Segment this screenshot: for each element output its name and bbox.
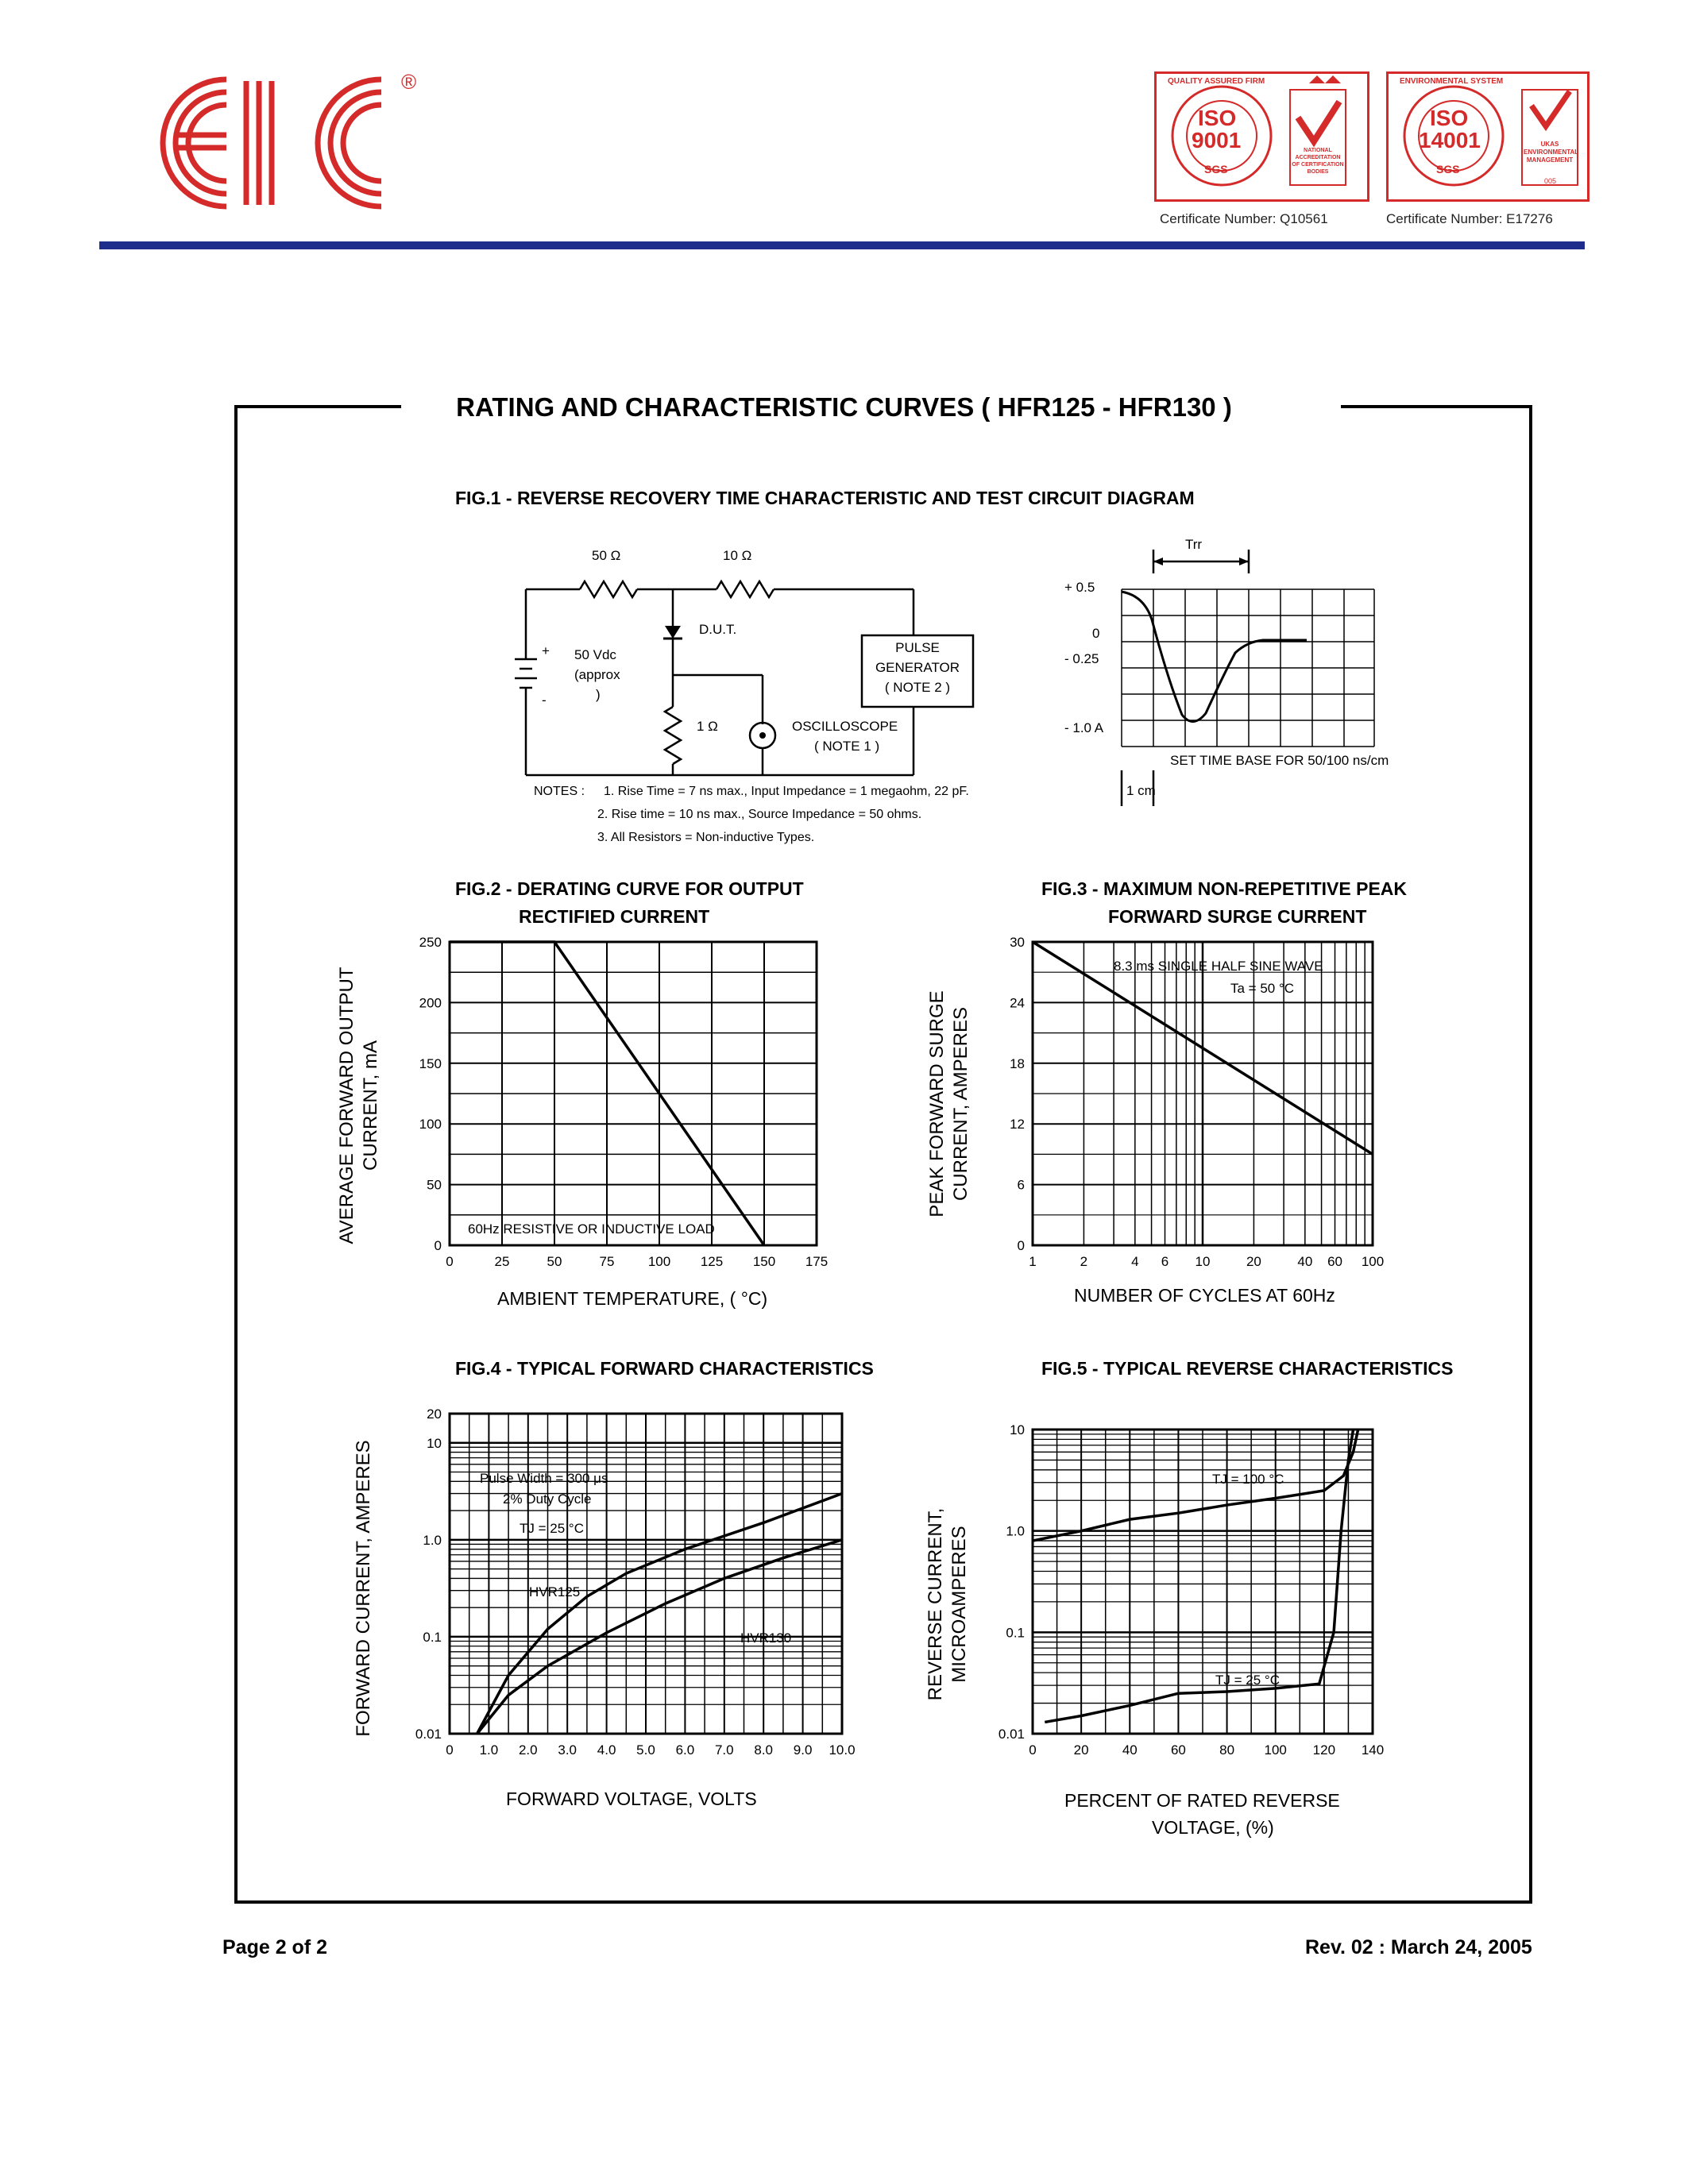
badge-number: 9001 [1192, 128, 1242, 152]
x-tick-label: 10.0 [829, 1742, 856, 1758]
time-base-note: SET TIME BASE FOR 50/100 ns/cm [1170, 753, 1389, 768]
supply-plus: + [542, 643, 550, 658]
x-tick-label: 4 [1131, 1254, 1139, 1269]
x-tick-label: 1 [1029, 1254, 1037, 1269]
note-2: 2. Rise time = 10 ns max., Source Impedance = 50 ohms. [597, 808, 922, 821]
y-tick-label: 0.01 [415, 1727, 442, 1742]
x-tick-label: 1.0 [479, 1742, 499, 1758]
fig3-note-line2: Ta = 50 °C [1227, 981, 1297, 997]
page-number: Page 2 of 2 [222, 1936, 327, 1958]
badge-accreditation-code: 005 [1544, 177, 1557, 185]
y-tick-label: 250 [419, 935, 442, 950]
x-tick-label: 6 [1161, 1254, 1169, 1269]
x-tick-label: 125 [700, 1254, 724, 1269]
x-tick-label: 140 [1361, 1742, 1385, 1758]
pulse-generator-line2: GENERATOR [875, 660, 960, 675]
fig2-title-line2: RECTIFIED CURRENT [519, 906, 710, 927]
note-3: 3. All Resistors = Non-inductive Types. [597, 831, 815, 844]
certificate-number-1: Certificate Number: Q10561 [1160, 211, 1328, 226]
fig2-ylabel-line1: AVERAGE FORWARD OUTPUT [336, 967, 357, 1244]
fig5-label-tj100: TJ = 100 °C [1207, 1472, 1288, 1488]
supply-minus: - [542, 693, 547, 708]
fig3-title-line2: FORWARD SURGE CURRENT [1108, 906, 1367, 927]
y-tick-label: 100 [419, 1117, 442, 1133]
certificate-number-2: Certificate Number: E17276 [1386, 211, 1553, 226]
fig4-label-hvr125: HVR125 [524, 1584, 585, 1600]
fig3-note-line1: 8.3 ms SINGLE HALF SINE WAVE [1111, 959, 1327, 974]
y-tick-label: 12 [1010, 1117, 1025, 1133]
x-tick-label: 9.0 [793, 1742, 813, 1758]
fig5-x-axis-label-line1: PERCENT OF RATED REVERSE [1064, 1790, 1340, 1811]
x-tick-label: 100 [1264, 1742, 1287, 1758]
badge-number: 14001 [1419, 128, 1481, 152]
supply-voltage-label: 50 Vdc [574, 647, 616, 662]
one-cm-label: 1 cm [1126, 783, 1156, 798]
pulse-generator-line1: PULSE [895, 640, 940, 655]
resistor-1-label: 1 Ω [697, 719, 718, 734]
page-title: RATING AND CHARACTERISTIC CURVES ( HFR125 - HFR130 ) [456, 392, 1232, 422]
x-tick-label: 0 [1029, 1742, 1037, 1758]
pulse-generator-line3: ( NOTE 2 ) [884, 680, 951, 695]
waveform-y-plus05: + 0.5 [1064, 580, 1095, 595]
x-tick-label: 50 [547, 1254, 562, 1269]
note-1: 1. Rise Time = 7 ns max., Input Impedance = 1 megaohm, 22 pF. [604, 785, 969, 798]
x-tick-label: 2.0 [518, 1742, 538, 1758]
x-tick-label: 10 [1195, 1254, 1211, 1269]
fig5-x-axis-label-line2: VOLTAGE, (%) [1152, 1817, 1274, 1838]
fig5-ylabel-line2: MICROAMPERES [948, 1526, 970, 1683]
y-tick-label: 18 [1010, 1055, 1025, 1071]
badge-standard: ISO [1198, 106, 1237, 130]
notes-label: NOTES : [534, 785, 585, 798]
fig5-ylabel-line1: REVERSE CURRENT, [925, 1507, 946, 1701]
oscilloscope-note: ( NOTE 1 ) [814, 739, 880, 754]
fig4-x-axis-label: FORWARD VOLTAGE, VOLTS [506, 1788, 757, 1809]
trr-label: Trr [1185, 537, 1203, 552]
y-tick-label: 0.1 [423, 1629, 442, 1645]
fig3-x-axis-label: NUMBER OF CYCLES AT 60Hz [1074, 1285, 1335, 1306]
y-tick-label: 30 [1010, 935, 1025, 950]
resistor-10-label: 10 Ω [723, 548, 752, 563]
fig2-load-note: 60Hz RESISTIVE OR INDUCTIVE LOAD [465, 1221, 718, 1237]
x-tick-label: 75 [599, 1254, 615, 1269]
badge-standard: ISO [1430, 106, 1469, 130]
y-tick-label: 24 [1010, 995, 1025, 1011]
fig5-label-tj25: TJ = 25 °C [1211, 1673, 1284, 1688]
x-tick-label: 4.0 [597, 1742, 616, 1758]
y-tick-label: 0.01 [998, 1727, 1025, 1742]
x-tick-label: 20 [1246, 1254, 1261, 1269]
y-tick-label: 1.0 [1006, 1523, 1025, 1539]
x-tick-label: 8.0 [754, 1742, 774, 1758]
fig2-ylabel-line2: CURRENT, mA [360, 1040, 381, 1171]
fig5-title: FIG.5 - TYPICAL REVERSE CHARACTERISTICS [1041, 1358, 1454, 1379]
x-tick-label: 7.0 [714, 1742, 734, 1758]
x-tick-label: 100 [1361, 1254, 1385, 1269]
fig2-x-axis-label: AMBIENT TEMPERATURE, ( °C) [497, 1288, 768, 1309]
x-tick-label: 60 [1327, 1254, 1342, 1269]
badge-ring-text: QUALITY ASSURED FIRM [1168, 77, 1265, 86]
fig4-label-hvr130: HVR130 [736, 1630, 796, 1646]
fig4-note-duty: 2% Duty Cycle [498, 1491, 596, 1507]
waveform-y-0: 0 [1092, 626, 1100, 641]
y-tick-label: 10 [427, 1435, 442, 1451]
supply-note-line2: ) [596, 687, 601, 702]
fig4-title: FIG.4 - TYPICAL FORWARD CHARACTERISTICS [455, 1358, 874, 1379]
series-line-2 [1045, 1430, 1353, 1722]
revision-date: Rev. 02 : March 24, 2005 [1305, 1936, 1532, 1958]
y-tick-label: 0 [434, 1238, 442, 1253]
x-tick-label: 0 [446, 1742, 454, 1758]
y-tick-label: 200 [419, 995, 442, 1011]
badge-sgs: SGS [1204, 163, 1228, 176]
dut-label: D.U.T. [699, 622, 737, 637]
fig4-y-axis-label: FORWARD CURRENT, AMPERES [353, 1440, 374, 1737]
x-tick-label: 5.0 [636, 1742, 655, 1758]
y-tick-label: 0.1 [1006, 1625, 1025, 1641]
resistor-50-label: 50 Ω [592, 548, 621, 563]
x-tick-label: 40 [1122, 1742, 1138, 1758]
x-tick-label: 80 [1219, 1742, 1235, 1758]
x-tick-label: 40 [1297, 1254, 1313, 1269]
x-tick-label: 20 [1073, 1742, 1089, 1758]
badge-accreditation: UKAS ENVIRONMENTAL MANAGEMENT [1524, 141, 1579, 164]
x-tick-label: 3.0 [558, 1742, 577, 1758]
x-tick-label: 175 [805, 1254, 829, 1269]
fig2-title-line1: FIG.2 - DERATING CURVE FOR OUTPUT [455, 878, 804, 899]
fig3-title-line1: FIG.3 - MAXIMUM NON-REPETITIVE PEAK [1041, 878, 1408, 899]
fig3-ylabel-line2: CURRENT, AMPERES [950, 1006, 971, 1202]
waveform-y-m10: - 1.0 A [1064, 720, 1104, 735]
supply-note-line1: (approx [574, 667, 620, 682]
fig3-ylabel-line1: PEAK FORWARD SURGE [926, 990, 948, 1217]
x-tick-label: 6.0 [675, 1742, 695, 1758]
x-tick-label: 25 [494, 1254, 510, 1269]
oscilloscope-label: OSCILLOSCOPE [792, 719, 898, 734]
y-tick-label: 6 [1017, 1177, 1025, 1193]
y-tick-label: 1.0 [423, 1532, 442, 1548]
y-tick-label: 20 [427, 1406, 442, 1422]
waveform-y-m025: - 0.25 [1064, 651, 1099, 666]
y-tick-label: 0 [1017, 1238, 1025, 1253]
badge-accreditation: NATIONAL ACCREDITATION OF CERTIFICATION BODIES [1292, 148, 1344, 175]
x-tick-label: 60 [1170, 1742, 1186, 1758]
y-tick-label: 50 [427, 1177, 442, 1193]
badge-sgs: SGS [1436, 163, 1460, 176]
x-tick-label: 120 [1312, 1742, 1336, 1758]
badge-ring-text: ENVIRONMENTAL SYSTEM [1400, 77, 1504, 86]
x-tick-label: 100 [647, 1254, 671, 1269]
x-tick-label: 0 [446, 1254, 454, 1269]
x-tick-label: 2 [1080, 1254, 1088, 1269]
y-tick-label: 10 [1010, 1422, 1025, 1437]
fig4-note-tj: TJ = 25 °C [515, 1521, 589, 1537]
x-tick-label: 150 [752, 1254, 776, 1269]
y-tick-label: 150 [419, 1055, 442, 1071]
registered-mark: ® [401, 70, 417, 94]
fig4-note-pulse: Pulse Width = 300 μs [475, 1471, 612, 1487]
fig1-title: FIG.1 - REVERSE RECOVERY TIME CHARACTERISTIC AND TEST CIRCUIT DIAGRAM [455, 488, 1195, 508]
